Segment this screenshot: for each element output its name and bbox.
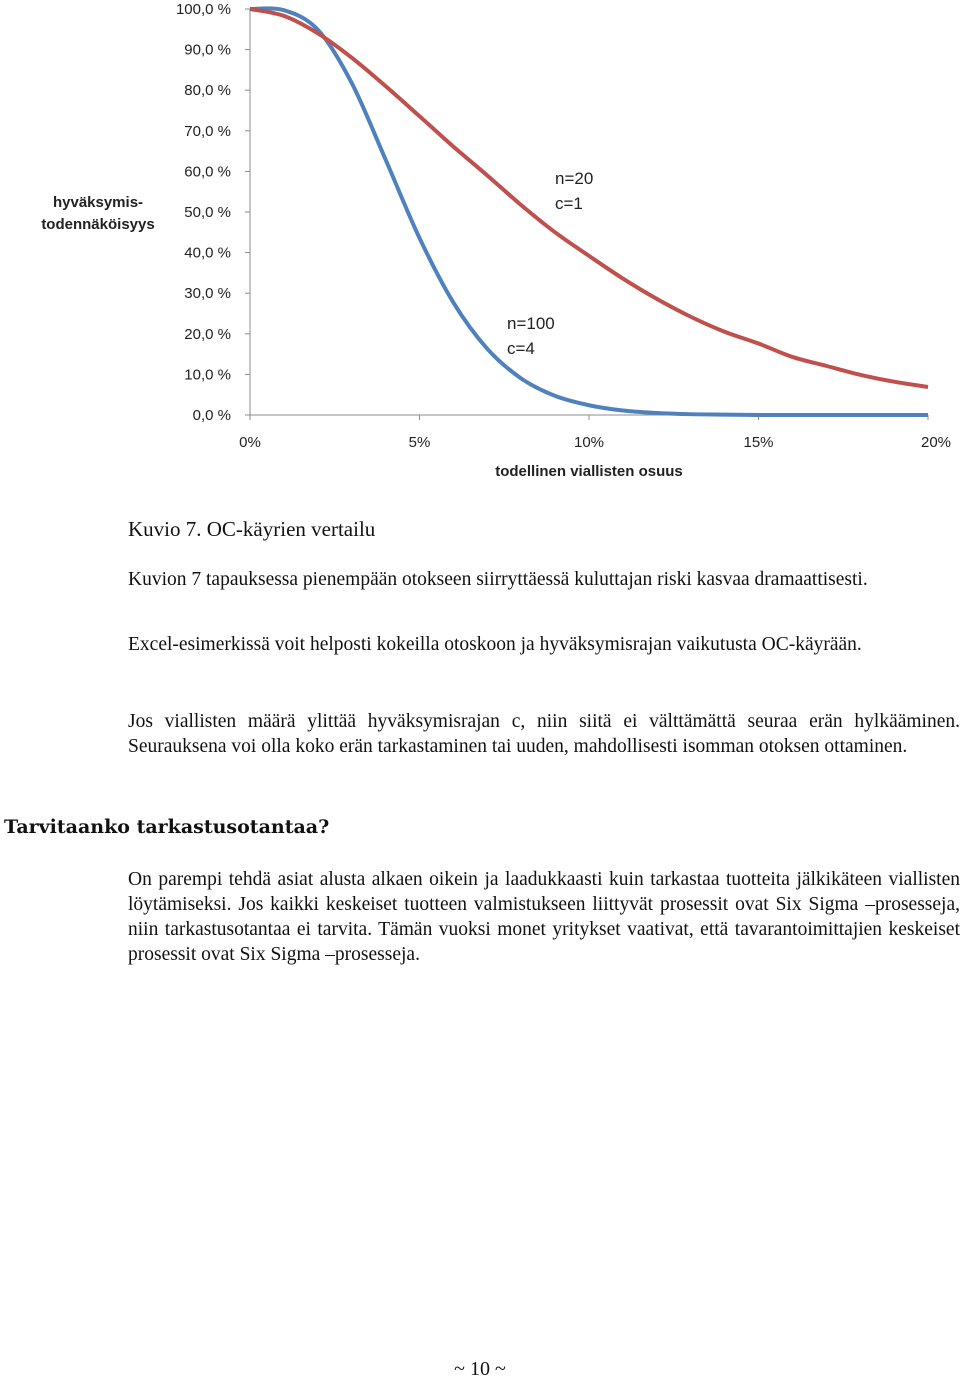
y-tick-label: 0,0 % — [192, 407, 231, 424]
paragraph-3: Jos viallisten määrä ylittää hyväksymisrajan c, niin siitä ei välttämättä seuraa erän hylkääminen. Seurauksena voi olla koko erän tarkastaminen tai uuden, mahdollisesti isomman otoksen ottaminen. — [128, 711, 960, 757]
series-line-n100-c4 — [250, 8, 928, 415]
chart-canvas — [0, 0, 960, 490]
section-heading: Tarvitaanko tarkastusotantaa? — [4, 816, 330, 838]
x-tick-label: 5% — [408, 434, 431, 451]
page-number: ~ 10 ~ — [454, 1358, 506, 1380]
y-tick-label: 40,0 % — [184, 244, 231, 262]
y-tick-label: 60,0 % — [184, 163, 231, 181]
series-label: n=20 — [555, 169, 594, 188]
y-tick-label: 10,0 % — [184, 366, 231, 384]
y-tick-label: 50,0 % — [184, 204, 231, 221]
series-label: n=100 — [507, 314, 555, 333]
y-tick-label: 90,0 % — [184, 41, 231, 59]
y-tick-label: 70,0 % — [184, 122, 231, 140]
y-axis-title: todennäköisyys — [41, 216, 155, 233]
x-tick-label: 10% — [573, 434, 605, 451]
x-tick-label: 15% — [743, 434, 774, 451]
series-label: c=1 — [555, 194, 583, 213]
x-tick-label: 0% — [239, 434, 261, 451]
oc-curve-chart — [0, 0, 960, 490]
body-paragraph: On parempi tehdä asiat alusta alkaen oikein ja laadukkaasti kuin tarkastaa tuotteita jälkikäteen viallisten löytämiseksi. Jos kaikki keskeiset tuotteen valmistukseen liittyvät prosessit ovat Six Sigma –prosesseja, niin tarkastusotantaa ei tarvita. Tämän vuoksi monet yritykset vaativat, että tavarantoimittajien keskeiset prosessit ovat Six Sigma –prosesseja. — [128, 869, 960, 965]
figure-caption: Kuvio 7. OC-käyrien vertailu — [128, 517, 376, 541]
series-label: c=4 — [507, 339, 535, 358]
y-tick-label: 100,0 % — [175, 1, 231, 18]
y-axis-title: hyväksymis- — [52, 194, 144, 211]
paragraph-2: Excel-esimerkissä voit helposti kokeilla otoskoon ja hyväksymisrajan vaikutusta OC-käyrään. — [128, 634, 862, 655]
x-tick-label: 20% — [920, 434, 952, 451]
y-tick-label: 20,0 % — [184, 325, 231, 343]
x-axis-title: todellinen viallisten osuus — [495, 463, 683, 480]
y-tick-label: 30,0 % — [184, 285, 231, 303]
series-line-n20-c1 — [250, 9, 928, 387]
y-tick-label: 80,0 % — [184, 82, 231, 100]
paragraph-1: Kuvion 7 tapauksessa pienempään otokseen siirryttäessä kuluttajan riski kasvaa dramaattisesti. — [128, 569, 868, 590]
